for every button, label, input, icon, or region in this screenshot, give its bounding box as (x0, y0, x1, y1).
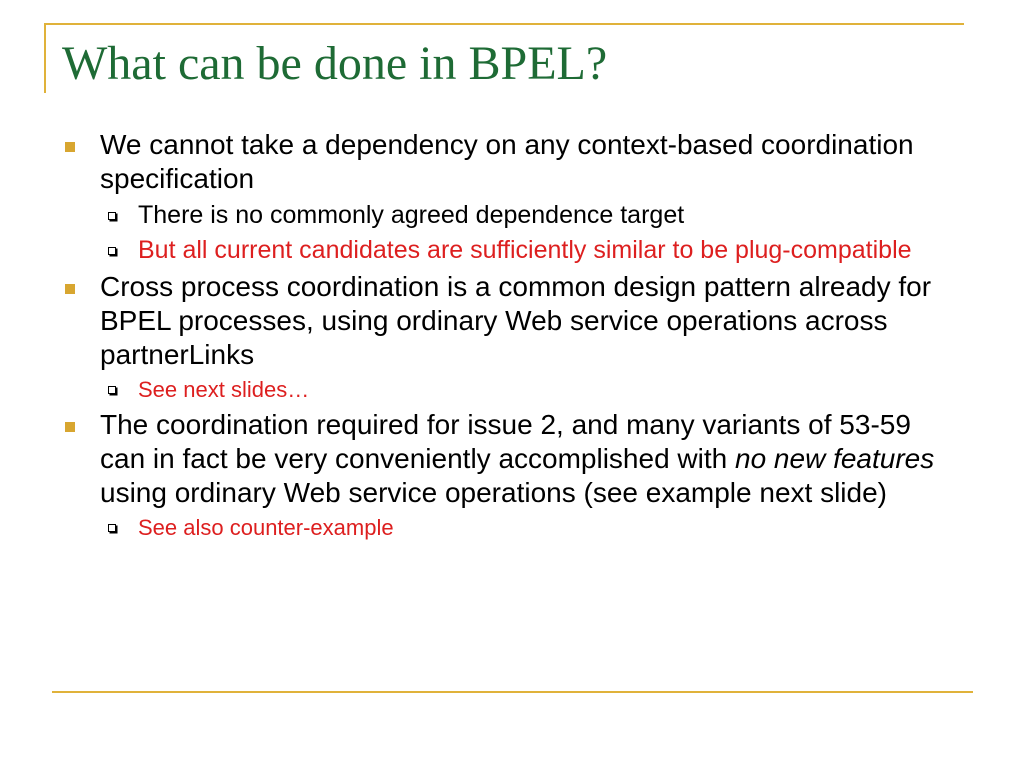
sub-bullet-item (62, 200, 962, 231)
square-bullet-icon (65, 284, 75, 294)
sub-bullet-item-highlighted (62, 235, 962, 266)
sub-bullet-item-highlighted (62, 514, 962, 542)
bullet-text: We cannot take a dependency on any context-based coordination specification (100, 129, 914, 194)
hollow-square-bullet-icon (108, 247, 116, 255)
hollow-square-bullet-icon (108, 386, 116, 394)
top-rule (44, 23, 964, 25)
bullet-text-end: using ordinary Web service operations (see example next slide) (100, 477, 887, 508)
sub-bullet-text: But all current candidates are sufficiently similar to be plug-compatible (138, 236, 912, 264)
square-bullet-icon (65, 142, 75, 152)
bottom-rule (52, 691, 973, 693)
hollow-square-bullet-icon (108, 212, 116, 220)
square-bullet-icon (65, 422, 75, 432)
bullet-item (62, 270, 962, 372)
bullet-list (62, 128, 962, 546)
sub-bullet-text: See next slides… (138, 377, 310, 402)
slide-title: What can be done in BPEL? (62, 37, 608, 90)
bullet-text: Cross process coordination is a common design pattern already for BPEL processes, using ordinary Web service operations across partnerLinks (100, 271, 932, 370)
bullet-item (62, 128, 962, 196)
sub-bullet-text: There is no commonly agreed dependence target (138, 201, 685, 229)
bullet-item (62, 408, 962, 510)
sub-bullet-text: See also counter-example (138, 515, 394, 540)
hollow-square-bullet-icon (108, 524, 116, 532)
left-rule (44, 23, 46, 93)
bullet-text-emphasis: no new features (735, 443, 935, 474)
sub-bullet-item-highlighted (62, 376, 962, 404)
bullet-text-start: The coordination required for issue 2, and many variants of 53-59 can in fact be very conveniently accomplished with (100, 409, 911, 474)
